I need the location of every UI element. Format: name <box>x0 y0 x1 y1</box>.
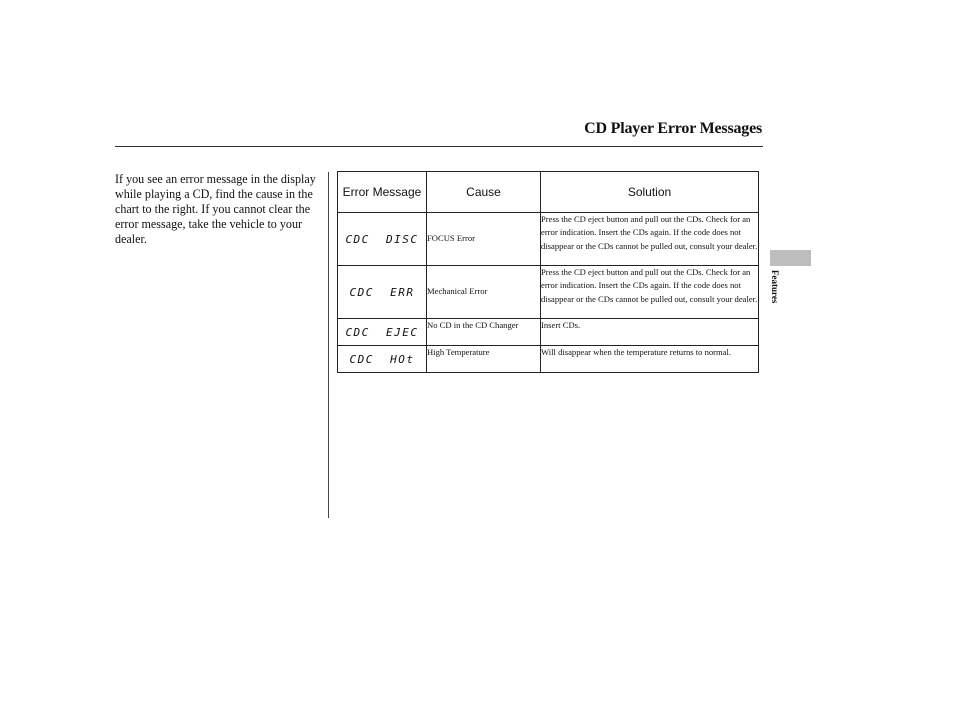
intro-paragraph: If you see an error message in the display while playing a CD, find the cause in the chart to the right. If you cannot clear the error message, take the vehicle to your dealer. <box>115 172 316 246</box>
header-cause: Cause <box>427 172 541 213</box>
cause-cell: High Temperature <box>427 346 541 373</box>
error-message-table <box>337 171 759 373</box>
solution-cell: Insert CDs. <box>541 319 759 346</box>
error-code-cell <box>338 346 427 373</box>
table-header-row <box>338 172 759 213</box>
page-title: CD Player Error Messages <box>584 120 762 137</box>
section-tab <box>770 250 811 266</box>
table-row <box>338 319 759 346</box>
solution-cell: Press the CD eject button and pull out the CDs. Check for an error indication. Insert the CDs again. If the code does not disappear or the CDs cannot be pulled out, consult your dealer. <box>541 266 759 319</box>
solution-cell: Will disappear when the temperature returns to normal. <box>541 346 759 373</box>
header-error-message: Error Message <box>338 172 427 213</box>
column-divider <box>328 172 329 518</box>
error-code: CDC EJEC <box>345 326 419 339</box>
title-divider <box>115 146 763 147</box>
error-code: CDC DISC <box>345 233 419 246</box>
error-code: CDC ERR <box>349 286 415 299</box>
table-row <box>338 213 759 266</box>
table-row <box>338 266 759 319</box>
cause-cell: Mechanical Error <box>427 266 541 319</box>
solution-cell: Press the CD eject button and pull out the CDs. Check for an error indication. Insert the CDs again. If the code does not disappear or the CDs cannot be pulled out, consult your dealer. <box>541 213 759 266</box>
error-code: CDC HOt <box>349 353 415 366</box>
cause-cell: FOCUS Error <box>427 213 541 266</box>
header-solution: Solution <box>541 172 759 213</box>
table-row <box>338 346 759 373</box>
cause-cell: No CD in the CD Changer <box>427 319 541 346</box>
error-code-cell <box>338 266 427 319</box>
error-code-cell <box>338 213 427 266</box>
section-label: Features <box>770 270 780 304</box>
error-code-cell <box>338 319 427 346</box>
